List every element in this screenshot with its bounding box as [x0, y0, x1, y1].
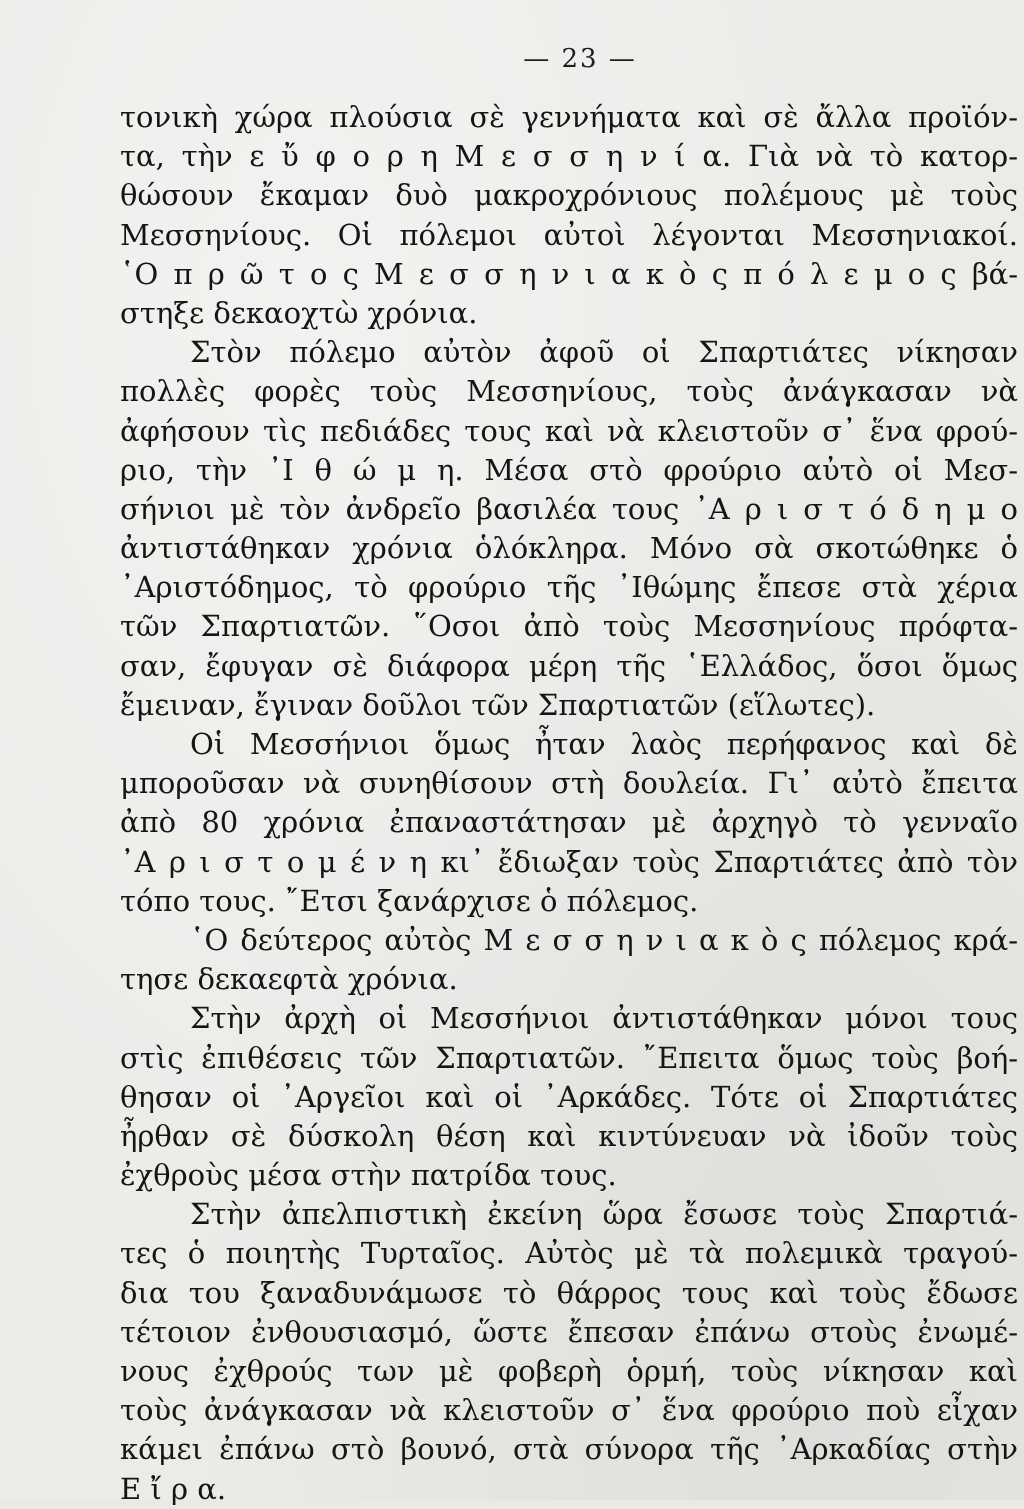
text-line: ᾿Αριστόδημος, τὸ φρούριο τῆς ᾿Ιθώμης ἔπεσε στὰ χέρια [120, 570, 1018, 605]
text-line: Μεσσηνίους. Οἱ πόλεμοι αὐτοὶ λέγονται Μεσσηνιακοί. [120, 217, 1018, 252]
text-line: κάμει ἐπάνω στὸ βουνό, στὰ σύνορα τῆς ᾿Αρκαδίας στὴν [120, 1432, 1018, 1467]
text-line: ριο, τὴν ᾿Ι θ ώ μ η. Μέσα στὸ φρούριο αὐτὸ οἱ Μεσ- [120, 452, 1018, 487]
page-number: — 23 — [523, 44, 637, 74]
text-line: τησε δεκαεφτὰ χρόνια. [120, 962, 458, 997]
text-line: Στὸν πόλεμο αὐτὸν ἀφοῦ οἱ Σπαρτιάτες νίκησαν [190, 335, 1018, 370]
text-line: τέτοιον ἐνθουσιασμό, ὥστε ἔπεσαν ἐπάνω στοὺς ἐνωμέ- [120, 1314, 1018, 1349]
body-text [120, 98, 1018, 1509]
text-line: ῾Ο δεύτερος αὐτὸς Μ ε σ σ η ν ι α κ ὸ ς πόλεμος κρά- [190, 922, 1018, 957]
text-line: ῾Ο π ρ ῶ τ ο ς Μ ε σ σ η ν ι α κ ὸ ς π ό λ ε μ ο ς βά- [120, 256, 1018, 291]
text-line: Ε ἴ ρ α. [120, 1471, 227, 1506]
text-line: θησαν οἱ ᾿Αργεῖοι καὶ οἱ ᾿Αρκάδες. Τότε οἱ Σπαρτιάτες [120, 1079, 1018, 1114]
text-line: Στὴν ἀπελπιστικὴ ἐκείνη ὥρα ἔσωσε τοὺς Σπαρτιά- [190, 1197, 1018, 1232]
text-line: ἔμειναν, ἔγιναν δοῦλοι τῶν Σπαρτιατῶν (εἵλωτες). [120, 687, 876, 722]
text-line: θώσουν ἔκαμαν δυὸ μακροχρόνιους πολέμους μὲ τοὺς [120, 178, 1018, 213]
text-line: Στὴν ἀρχὴ οἱ Μεσσήνιοι ἀντιστάθηκαν μόνοι τους [190, 1001, 1018, 1036]
text-line: ᾿Α ρ ι σ τ ο μ έ ν η κι᾽ ἔδιωξαν τοὺς Σπαρτιάτες ἀπὸ τὸν [120, 844, 1018, 879]
text-line: ἀπὸ 80 χρόνια ἐπαναστάτησαν μὲ ἀρχηγὸ τὸ γενναῖο [120, 805, 1018, 840]
text-line: στηξε δεκαοχτὼ χρόνια. [120, 295, 478, 330]
text-line: νους ἐχθρούς των μὲ φοβερὴ ὁρμή, τοὺς νίκησαν καὶ [120, 1354, 1018, 1388]
text-line: Οἱ Μεσσήνιοι ὅμως ἦταν λαὸς περήφανος καὶ δὲ [190, 727, 1018, 761]
text-line: τες ὁ ποιητὴς Τυρταῖος. Αὐτὸς μὲ τὰ πολεμικὰ τραγού- [120, 1236, 1018, 1271]
text-line: ἐχθροὺς μέσα στὴν πατρίδα τους. [120, 1158, 617, 1193]
text-line: τοὺς ἀνάγκασαν νὰ κλειστοῦν σ᾽ ἕνα φρούριο ποὺ εἶχαν [120, 1393, 1018, 1428]
text-line: στὶς ἐπιθέσεις τῶν Σπαρτιατῶν. ῎Επειτα ὅμως τοὺς βοή- [120, 1040, 1018, 1075]
text-line: ἦρθαν σὲ δύσκολη θέση καὶ κιντύνευαν νὰ ἰδοῦν τοὺς [120, 1118, 1018, 1153]
text-line: πολλὲς φορὲς τοὺς Μεσσηνίους, τοὺς ἀνάγκασαν νὰ [120, 374, 1018, 409]
text-line: ἀντιστάθηκαν χρόνια ὁλόκληρα. Μόνο σὰ σκοτώθηκε ὁ [120, 531, 1018, 566]
text-line: σήνιοι μὲ τὸν ἀνδρεῖο βασιλέα τους ᾿Α ρ ι σ τ ό δ η μ ο [120, 491, 1018, 526]
text-line: ἀφήσουν τὶς πεδιάδες τους καὶ νὰ κλειστοῦν σ᾽ ἕνα φρού- [120, 413, 1018, 448]
text-line: τῶν Σπαρτιατῶν. ῞Οσοι ἀπὸ τοὺς Μεσσηνίους πρόφτα- [120, 609, 1018, 644]
text-line: μποροῦσαν νὰ συνηθίσουν στὴ δουλεία. Γι᾽ αὐτὸ ἔπειτα [120, 766, 1018, 801]
text-line: σαν, ἔφυγαν σὲ διάφορα μέρη τῆς ῾Ελλάδος, ὅσοι ὅμως [120, 648, 1018, 683]
text-line: τόπο τους. ῎Ετσι ξανάρχισε ὁ πόλεμος. [120, 883, 699, 918]
text-line: τονικὴ χώρα πλούσια σὲ γεννήματα καὶ σὲ ἄλλα προϊόν- [120, 100, 1018, 134]
text-line: δια του ξαναδυνάμωσε τὸ θάρρος τους καὶ τοὺς ἔδωσε [120, 1275, 1018, 1310]
text-line: τα, τὴν ε ὔ φ ο ρ η Μ ε σ σ η ν ί α. Γιὰ νὰ τὸ κατορ- [120, 139, 1018, 174]
